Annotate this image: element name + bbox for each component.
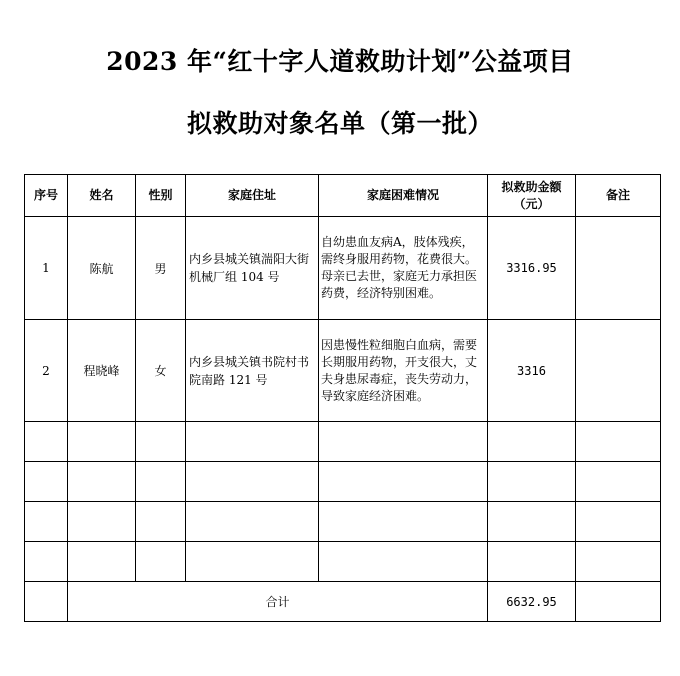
row1-name: 陈航: [68, 217, 136, 320]
row1-gender: 男: [136, 217, 186, 320]
total-amount: 6632.95: [488, 582, 576, 622]
row1-seq: 1: [25, 217, 68, 320]
document-title-line2: 拟救助对象名单（第一批）: [186, 109, 493, 138]
row2-seq: 2: [25, 320, 68, 422]
header-seq: 序号: [25, 175, 68, 217]
row1-remarks: [576, 217, 661, 320]
row2-amount: 3316: [488, 320, 576, 422]
table-row: [25, 320, 661, 422]
beneficiary-table: [24, 174, 661, 622]
empty-row: [25, 462, 661, 502]
row2-address: 内乡县城关镇书院村书院南路 121 号: [186, 320, 319, 422]
empty-row: [25, 502, 661, 542]
empty-row: [25, 422, 661, 462]
header-gender: 性别: [136, 175, 186, 217]
header-amount: 拟救助金额（元）: [488, 175, 576, 217]
header-remarks: 备注: [576, 175, 661, 217]
header-address: 家庭住址: [186, 175, 319, 217]
table-row: [25, 217, 661, 320]
total-label: 合计: [68, 582, 488, 622]
total-row: [25, 582, 661, 622]
row2-remarks: [576, 320, 661, 422]
row2-name: 程晓峰: [68, 320, 136, 422]
header-name: 姓名: [68, 175, 136, 217]
row2-hardship: 因患慢性粒细胞白血病，需要长期服用药物，开支很大，丈夫身患尿毒症，丧失劳动力，导致家庭经济困难。: [319, 320, 488, 422]
row1-address: 内乡县城关镇湍阳大街机械厂组 104 号: [186, 217, 319, 320]
table-header-row: [25, 175, 661, 217]
row1-hardship: 自幼患血友病A，肢体残疾，需终身服用药物，花费很大。母亲已去世，家庭无力承担医药费，经济特别困难。: [319, 217, 488, 320]
row2-gender: 女: [136, 320, 186, 422]
document-title-line1: 2023 年“红十字人道救助计划”公益项目: [106, 47, 574, 76]
empty-row: [25, 542, 661, 582]
header-hardship: 家庭困难情况: [319, 175, 488, 217]
row1-amount: 3316.95: [488, 217, 576, 320]
